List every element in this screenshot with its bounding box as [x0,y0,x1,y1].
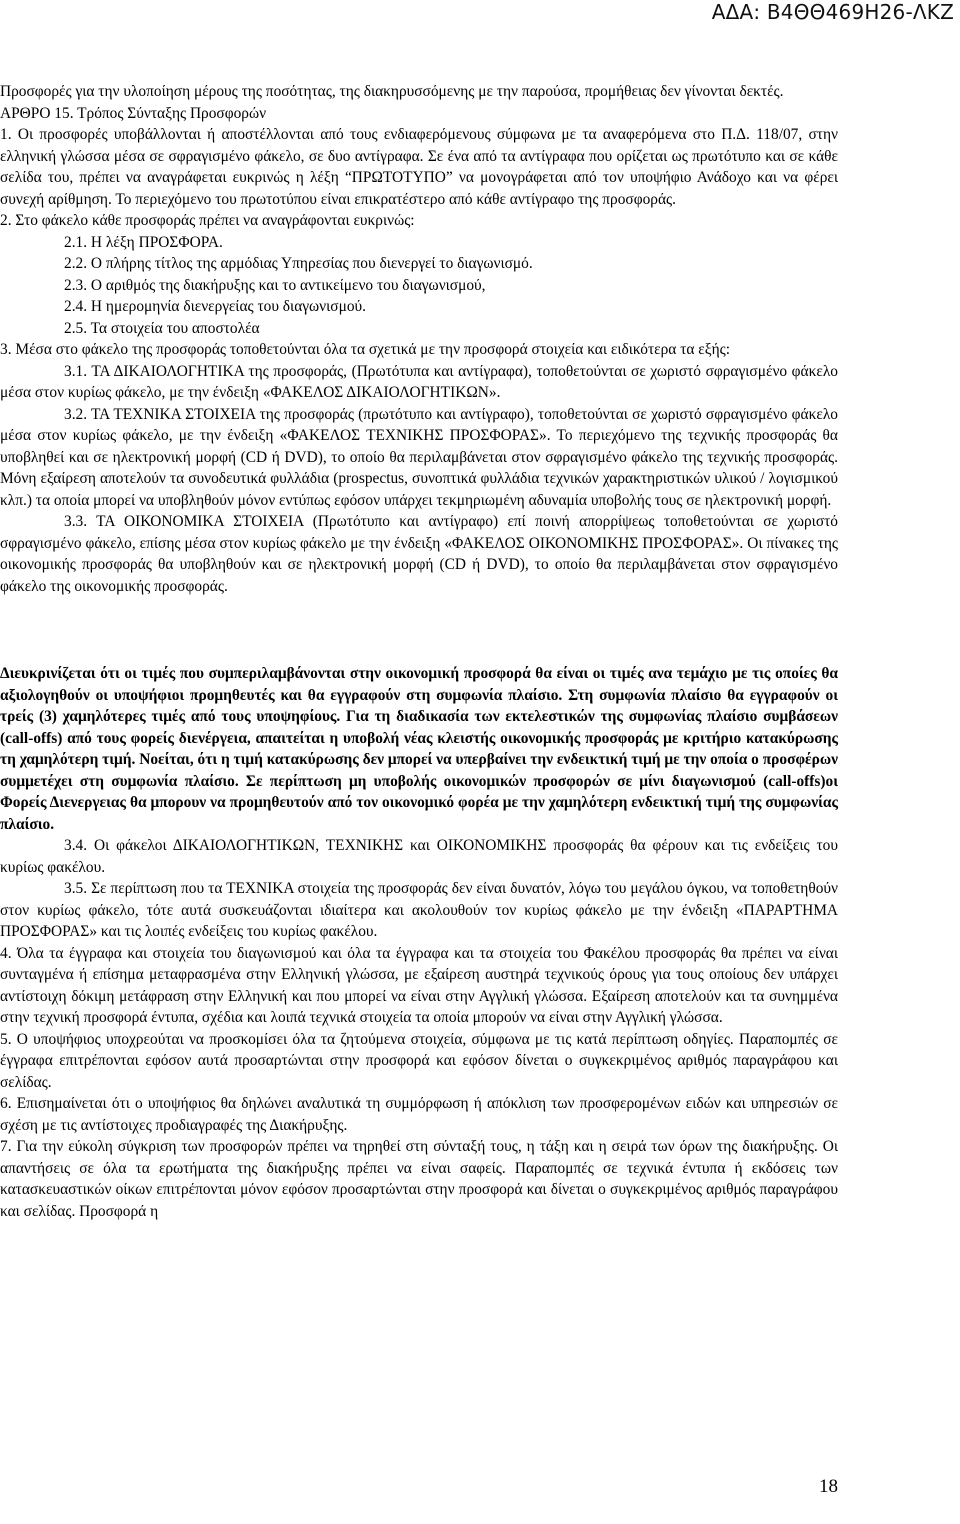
document-body [0,81,838,1222]
bold-clarification: Διευκρινίζεται ότι οι τιμές που συμπεριλαμβάνονται στην οικονομική προσφορά θα είναι οι τιμές ανα τεμάχιο με τις οποίες θα αξιολογηθούν οι υποψήφιοι προμηθευτές και θα εγγραφούν στη συμφωνία πλαίσιο. Στη συμφωνία πλαίσιο θα εγγραφούν οι τρείς (3) χαμηλότερες τιμές από τους υποψηφίους. Για τη διαδικασία των εκτελεστικών της συμφωνίας πλαίσιο συμβάσεων (call-offs) από τους φορείς διενέργεια, απαιτείται η υποβολή νέας κλειστής οικονομικής προσφοράς με κριτήριο κατακύρωσης τη χαμηλότερη τιμή. Νοείται, ότι η τιμή κατακύρωσης δεν μπορεί να υπερβαίνει την ενδεικτική τιμή με την οποία ο προσφέρων συμμετέχει στη συμφωνία πλαίσιο. Σε περίπτωση μη υποβολής οικονομικών προσφορών σε μίνι διαγωνισμού (call-offs)οι Φορείς Διενεργειας θα μπορουν να προμηθευτούν από τον οικονομικό φορέα με την χαμηλότερη ενδεικτική τιμή της συμφωνίας πλαίσιο. [0,665,838,833]
paragraph: 1. Οι προσφορές υποβάλλονται ή αποστέλλονται από τους ενδιαφερόμενους σύμφωνα με τα αναφερόμενα στο Π.Δ. 118/07, στην ελληνική γλώσσα μέσα σε σφραγισμένο φάκελο, σε δυο αντίγραφα. Σε ένα από τα αντίγραφα που ορίζεται ως πρωτότυπο και σε κάθε σελίδα του, πρέπει να αναγράφεται ευκρινώς η λέξη “ΠΡΩΤΟΤΥΠΟ” να μονογράφεται από τον υποψήφιο Ανάδοχο και να φέρει συνεχή αρίθμηση. Το περιεχόμενο του πρωτοτύπου είναι επικρατέστερο από κάθε αντίγραφο της προσφοράς. [0,126,838,208]
paragraph: 2. Στο φάκελο κάθε προσφοράς πρέπει να αναγράφονται ευκρινώς: [0,212,415,229]
paragraph: 3.4. Οι φάκελοι ΔΙΚΑΙΟΛΟΓΗΤΙΚΩΝ, ΤΕΧΝΙΚΗΣ και ΟΙΚΟΝΟΜΙΚΗΣ προσφοράς θα φέρουν και τις ενδείξεις του κυρίως φακέλου. [0,837,838,876]
paragraph: 3.5. Σε περίπτωση που τα ΤΕΧΝΙΚΑ στοιχεία της προσφοράς δεν είναι δυνατόν, λόγω του μεγάλου όγκου, να τοποθετηθούν στον κυρίως φάκελο, τότε αυτά συσκευάζονται ιδιαίτερα και ακολουθούν τον κυρίως φάκελο με την ένδειξη «ΠΑΡΑΡΤΗΜΑ ΠΡΟΣΦΟΡΑΣ» και τις λοιπές ενδείξεις του κυρίως φακέλου. [0,880,838,940]
paragraph: 4. Όλα τα έγγραφα και στοιχεία του διαγωνισμού και όλα τα έγγραφα και τα στοιχεία του Φακέλου προσφοράς θα πρέπει να είναι συνταγμένα ή επίσημα μεταφρασμένα στην Ελληνική γλώσσα, με εξαίρεση αυστηρά τεχνικούς όρους για τους οποίους δεν υπάρχει αντίστοιχη δόκιμη μετάφραση στην Ελληνική και που μπορεί να είναι στην Αγγλική γλώσσα. Εξαίρεση αποτελούν και τα συνημμένα στην τεχνική προσφορά έντυπα, σχέδια και λοιπά τεχνικά στοιχεία τα οποία μπορούν να είναι στην Αγγλική γλώσσα. [0,944,838,1026]
paragraph: 3.2. ΤΑ ΤΕΧΝΙΚΑ ΣΤΟΙΧΕΙΑ της προσφοράς (πρωτότυπο και αντίγραφο), τοποθετούνται σε χωριστό σφραγισμένο φάκελο μέσα στον κυρίως φάκελο, με την ένδειξη «ΦΑΚΕΛΟΣ ΤΕΧΝΙΚΗΣ ΠΡΟΣΦΟΡΑΣ». Το περιεχόμενο της τεχνικής προσφοράς θα υποβληθεί και σε ηλεκτρονική μορφή (CD ή DVD), το οποίο θα περιλαμβάνεται στον σφραγισμένο φάκελο της τεχνικής προσφοράς. Μόνη εξαίρεση αποτελούν τα συνοδευτικά φυλλάδια (prospectus, συνοπτικά φυλλάδια τεχνικών χαρακτηριστικών υλικού / λογισμικού κλπ.) τα οποία μπορεί να υποβληθούν μόνον εντύπως εφόσον υπάρχει τεκμηριωμένη αδυναμία υποβολής τους σε ηλεκτρονική μορφή. [0,405,838,509]
page-number: 18 [819,1476,838,1497]
paragraph: 3.1. ΤΑ ΔΙΚΑΙΟΛΟΓΗΤΙΚΑ της προσφοράς, (Πρωτότυπα και αντίγραφα), τοποθετούνται σε χωριστό σφραγισμένο φάκελο μέσα στον κυρίως φάκελο, με την ένδειξη «ΦΑΚΕΛΟΣ ΔΙΚΑΙΟΛΟΓΗΤΙΚΩΝ». [0,362,838,401]
article-heading: ΑΡΘΡΟ 15. Τρόπος Σύνταξης Προσφορών [0,104,267,122]
list-item: 2.5. Τα στοιχεία του αποστολέα [64,319,260,337]
paragraph: 5. Ο υποψήφιος υποχρεούται να προσκομίσει όλα τα ζητούμενα στοιχεία, σύμφωνα με τις κατά περίπτωση οδηγίες. Παραπομπές σε έγγραφα επιτρέπονται εφόσον αυτά προσαρτώνται στην προσφορά και εφόσον δίνεται ο συγκεκριμένος αριθμός παραγράφου και σελίδας. [0,1030,838,1091]
list-item: 2.1. Η λέξη ΠΡΟΣΦΟΡΑ. [64,233,223,251]
spacer [0,597,838,663]
list-item: 2.2. Ο πλήρης τίτλος της αρμόδιας Υπηρεσίας που διενεργεί το διαγωνισμό. [64,255,533,272]
paragraph: 3. Μέσα στο φάκελο της προσφοράς τοποθετούνται όλα τα σχετικά με την προσφορά στοιχεία και ειδικότερα τα εξής: [0,341,731,358]
paragraph: 3.3. ΤΑ ΟΙΚΟΝΟΜΙΚΑ ΣΤΟΙΧΕΙΑ (Πρωτότυπο και αντίγραφο) επί ποινή απορρίψεως τοποθετούνται σε χωριστό σφραγισμένο φάκελο, επίσης μέσα στον κυρίως φάκελο με την ένδειξη «ΦΑΚΕΛΟΣ ΟΙΚΟΝΟΜΙΚΗΣ ΠΡΟΣΦΟΡΑΣ». Οι πίνακες της οικονομικής προσφοράς θα υποβληθούν και σε ηλεκτρονική μορφή (CD ή DVD), το οποίο θα περιλαμβάνεται στον σφραγισμένο φάκελο της οικονομικής προσφοράς. [0,513,838,595]
list-item: 2.4. Η ημερομηνία διενεργείας του διαγωνισμού. [64,298,366,315]
paragraph: 7. Για την εύκολη σύγκριση των προσφορών πρέπει να τηρηθεί στη σύνταξή τους, η τάξη και η σειρά των όρων της διακήρυξης. Οι απαντήσεις σε όλα τα ερωτήματα της διακήρυξης πρέπει να είναι σαφείς. Παραπομπές σε τεχνικά έντυπα ή εκδόσεις των κατασκευαστικών οίκων επιτρέπονται μόνον εφόσον προσαρτώνται στην προσφορά και δίνεται ο συγκεκριμένος αριθμός παραγράφου και σελίδας. Προσφορά η [0,1138,838,1220]
paragraph: Προσφορές για την υλοποίηση μέρους της ποσότητας, της διακηρυσσόμενης με την παρούσα, προμήθειας δεν γίνονται δεκτές. [0,83,784,100]
paragraph: 6. Επισημαίνεται ότι ο υποψήφιος θα δηλώνει αναλυτικά τη συμμόρφωση ή απόκλιση των προσφερομένων ειδών και υπηρεσιών σε σχέση με τις αντίστοιχες προδιαγραφές της Διακήρυξης. [0,1095,838,1134]
list-item: 2.3. Ο αριθμός της διακήρυξης και το αντικείμενο του διαγωνισμού, [64,276,486,294]
ada-header: ΑΔΑ: Β4ΘΘ469Η26-ΛΚΖ [711,0,954,24]
